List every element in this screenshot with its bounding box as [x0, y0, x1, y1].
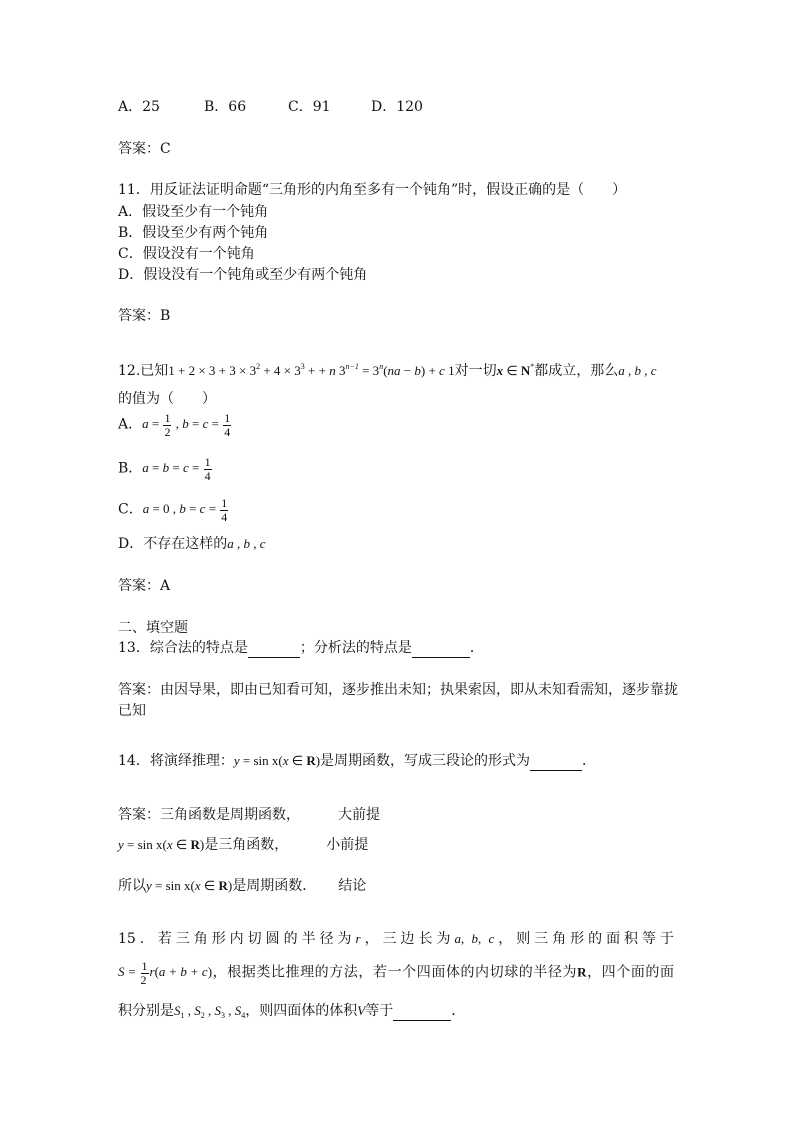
q12-stem-end: 都成立，那么 [534, 363, 619, 379]
q13-answer-line1: 答案：由因导果，即由已知看可知，逐步推出未知；执果索因，即从未知看需知，逐步靠拢 [118, 682, 678, 698]
q11-option-a: A．假设至少有一个钝角 [118, 204, 269, 220]
q12-number: 12.已知 [118, 363, 169, 379]
q10-option-d: D．120 [371, 99, 423, 115]
q12-stem: 12.已知$1 + 2 \times 3 + 3 \times 3^2 + 4 \times 3^3$ + + n $3^{n-1} = 3^n(na - b) + c$ 1对一切x ∈ N*都成立，那么a , b , c [118, 362, 657, 379]
q11-option-c: C．假设没有一个钝角 [118, 246, 255, 262]
q10-option-b: B．66 [204, 99, 247, 115]
q15-line2: S = $\frac{1}{2}$ r(a + b + c)，根据类比推理的方法，若一个四面体的内切球的半径为R，四个面的面 [118, 959, 674, 987]
q15-line3: 积分别是$S_1$ , $S_2$ , $S_3$ , $S_4$，则四面体的体积V等于 ． [118, 1003, 466, 1020]
q11-option-d: D．假设没有一个钝角或至少有两个钝角 [118, 267, 368, 283]
section-heading: 二、填空题 [118, 620, 188, 636]
q14-answer-line3: 所以y = sin x(x ∈ R)是周期函数． 结论 [118, 878, 367, 894]
q12-option-a: A．a = $\frac{1}{2}$ , b = c = $\frac{1}{4}$ [118, 411, 231, 439]
q14-answer-line1: 答案：三角函数是周期函数， 大前提 [118, 807, 380, 823]
q12-stem-middle: 对一切 [454, 363, 497, 379]
q11-stem: 11．用反证法证明命题“三角形的内角至多有一个钝角”时，假设正确的是（ ） [118, 182, 627, 198]
q14-stem: 14．将演绎推理：y = sin x(x ∈ R)是周期函数，写成三段论的形式为 ． [118, 753, 597, 769]
q11-option-b: B．假设至少有两个钝角 [118, 225, 269, 241]
q10-option-c: C．91 [288, 99, 331, 115]
q12-stem-line2: 的值为（ ） [118, 391, 216, 407]
q12-option-d: D．不存在这样的a , b , c [118, 536, 266, 552]
q14-answer-line2: y = sin x(x ∈ R)是三角函数， 小前提 [118, 837, 369, 853]
q12-option-c: C．a = 0 , b = c = $\frac{1}{4}$ [118, 496, 228, 524]
q15-line1: 15．若三角形内切圆的半径为r，三边长为a, b, c，则三角形的面积等于 [118, 931, 675, 947]
q13-answer-line2: 已知 [118, 703, 146, 719]
q12-answer: 答案：A [118, 578, 171, 594]
q11-answer: 答案：B [118, 308, 171, 324]
q10-answer: 答案：C [118, 141, 171, 157]
q13-stem: 13．综合法的特点是 ；分析法的特点是 ． [118, 640, 484, 656]
q10-option-a: A．25 [118, 99, 160, 115]
q12-option-b: B．a = b = c = $\frac{1}{4}$ [118, 455, 211, 483]
